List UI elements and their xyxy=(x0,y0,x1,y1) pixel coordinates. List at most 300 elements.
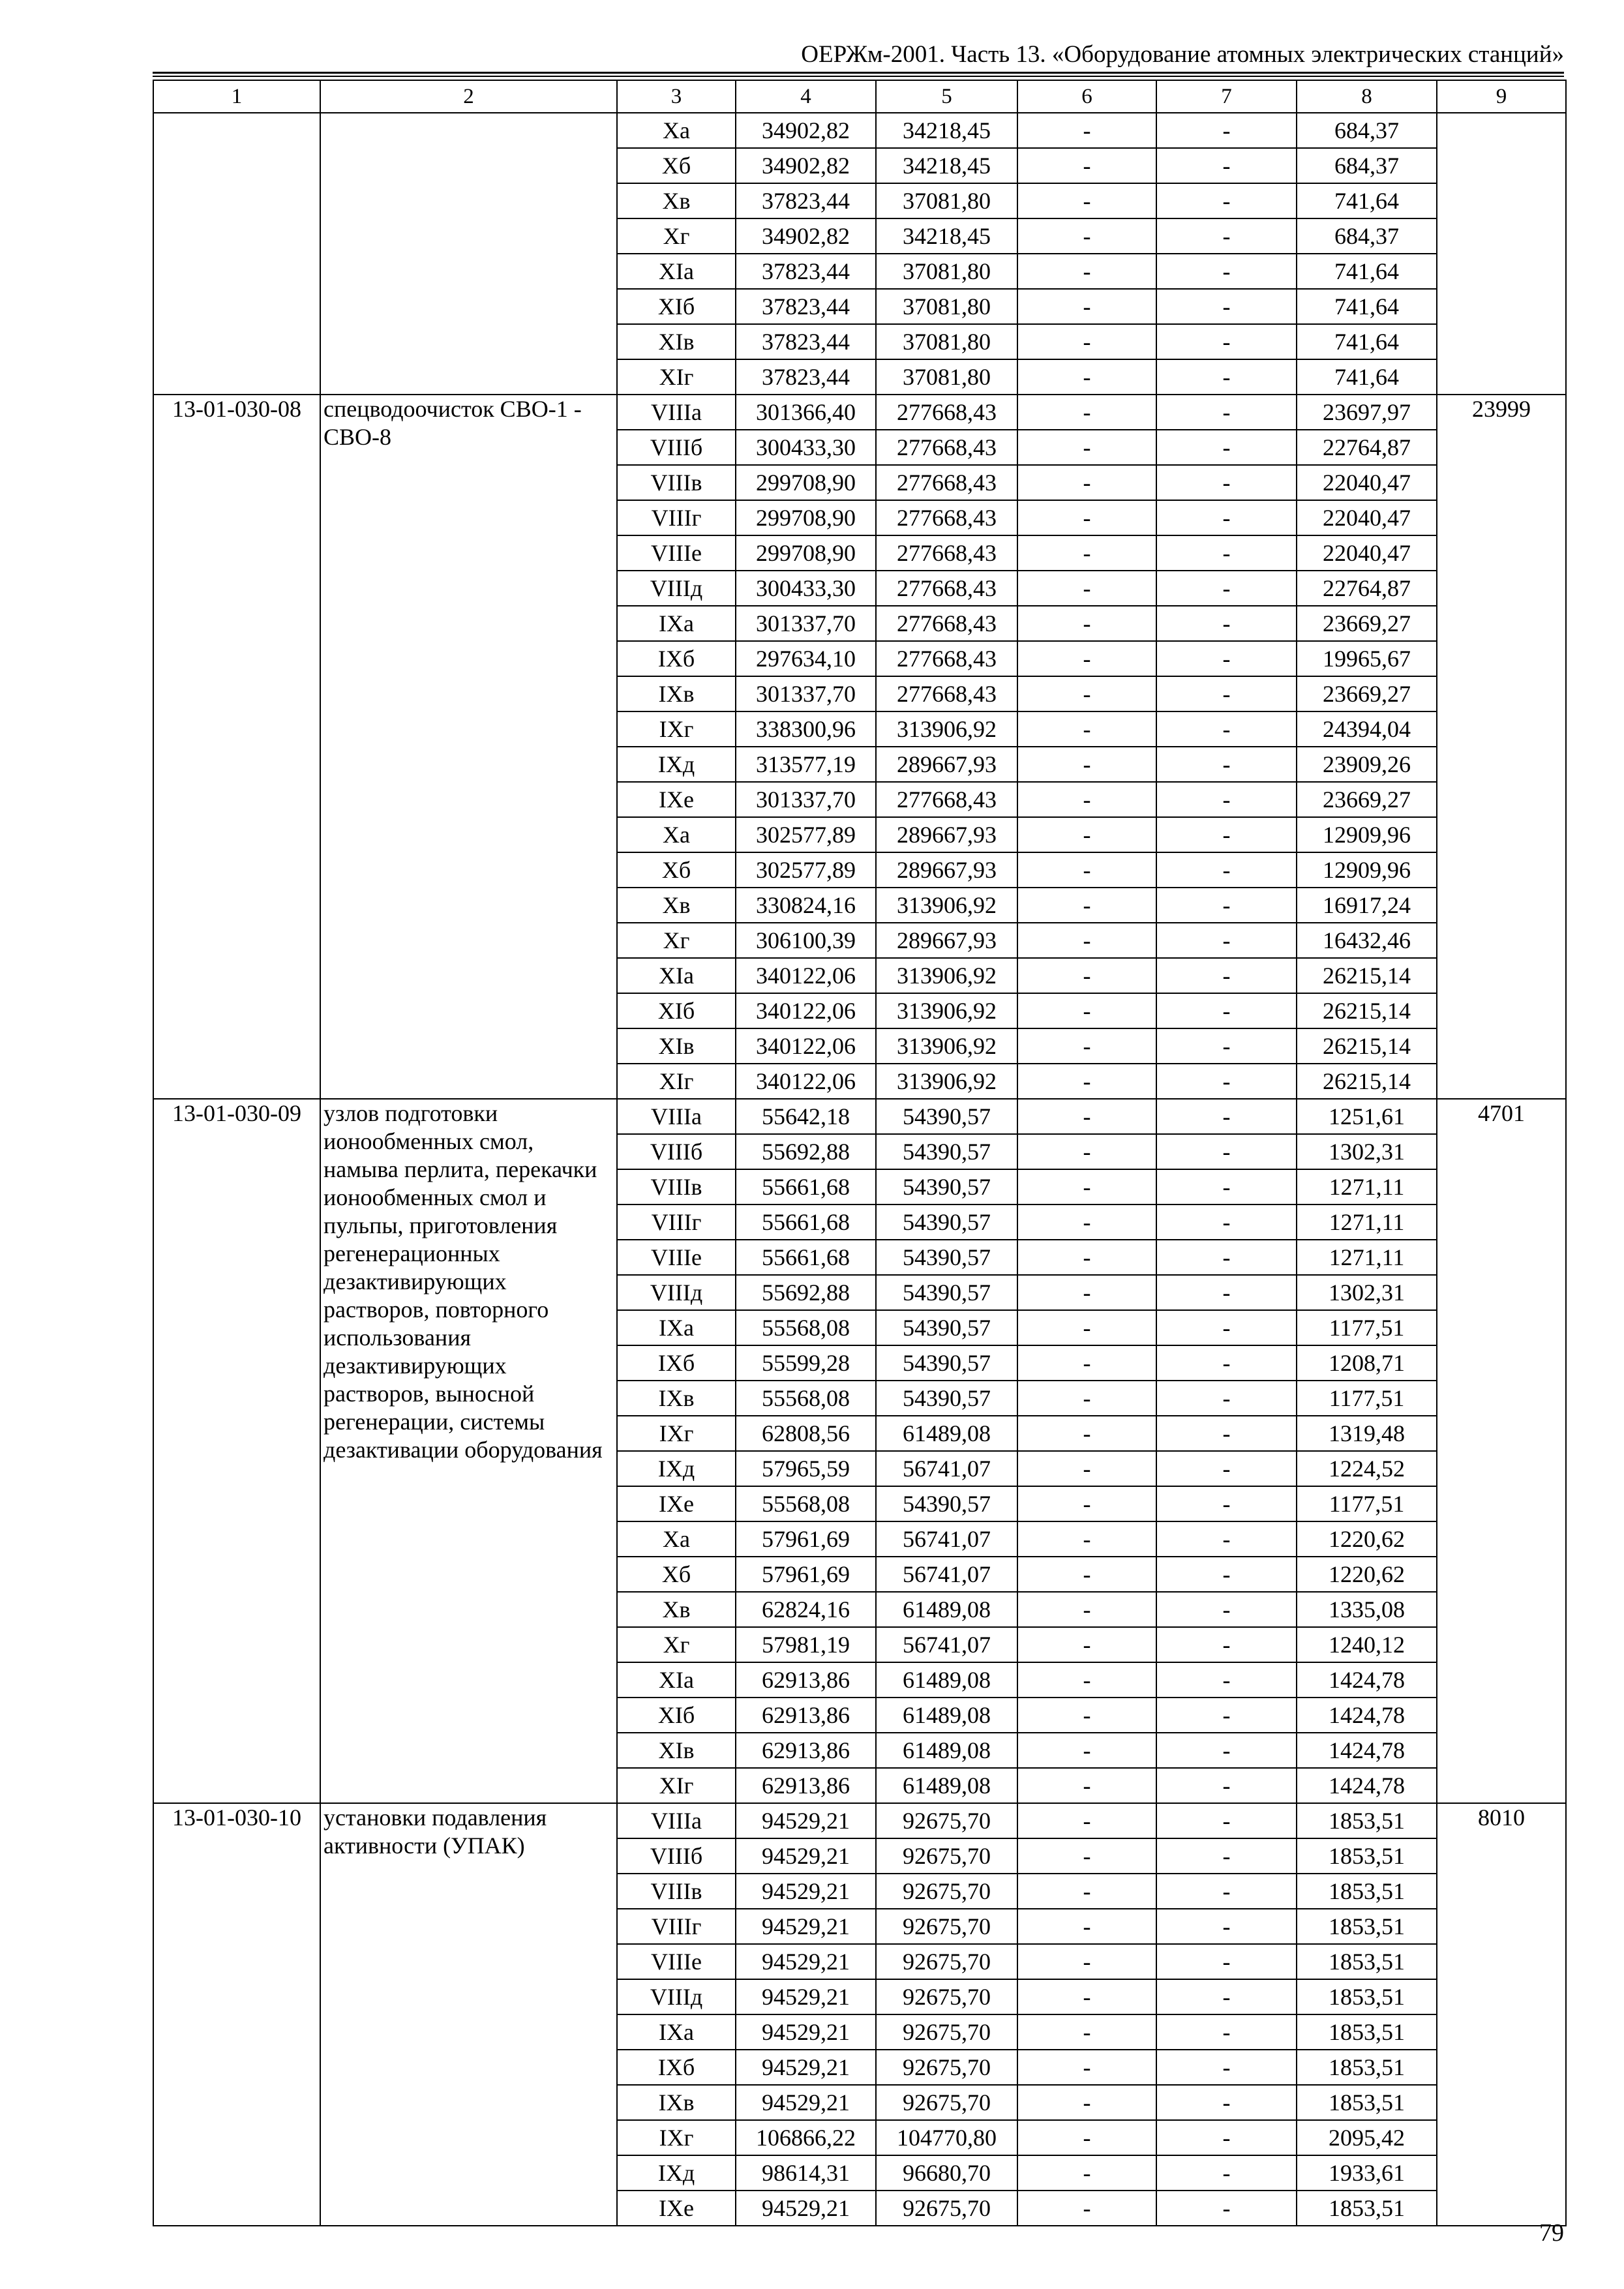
equipment-cost-cell: 92675,70 xyxy=(876,1944,1017,1979)
rate-code xyxy=(153,113,320,395)
total-cost-cell: 37823,44 xyxy=(736,254,876,289)
equipment-cost-cell: 313906,92 xyxy=(876,888,1017,923)
installation-cost-cell: 1853,51 xyxy=(1297,2014,1437,2050)
installation-cost-cell: 1302,31 xyxy=(1297,1275,1437,1310)
equipment-cost-cell: 61489,08 xyxy=(876,1733,1017,1768)
col7-cell: - xyxy=(1156,1979,1297,2014)
col7-cell: - xyxy=(1156,1733,1297,1768)
col6-cell: - xyxy=(1017,1979,1156,2014)
col6-cell: - xyxy=(1017,1345,1156,1381)
installation-cost-cell: 1335,08 xyxy=(1297,1592,1437,1627)
class-cell: IXа xyxy=(617,1310,736,1345)
total-cost-cell: 37823,44 xyxy=(736,183,876,218)
class-cell: XIв xyxy=(617,1028,736,1064)
class-cell: VIIIа xyxy=(617,395,736,430)
class-cell: XIа xyxy=(617,1662,736,1698)
col7-cell: - xyxy=(1156,1240,1297,1275)
class-cell: XIб xyxy=(617,1698,736,1733)
installation-cost-cell: 741,64 xyxy=(1297,254,1437,289)
col6-cell: - xyxy=(1017,1592,1156,1627)
installation-cost-cell: 1208,71 xyxy=(1297,1345,1437,1381)
equipment-cost-cell: 54390,57 xyxy=(876,1345,1017,1381)
class-cell: XIб xyxy=(617,993,736,1028)
col6-cell: - xyxy=(1017,888,1156,923)
col6-cell: - xyxy=(1017,395,1156,430)
table-row xyxy=(153,1099,1566,1134)
class-cell: XIв xyxy=(617,324,736,359)
total-cost-cell: 34902,82 xyxy=(736,148,876,183)
class-cell: Xб xyxy=(617,1557,736,1592)
installation-cost-cell: 26215,14 xyxy=(1297,1028,1437,1064)
col7-cell: - xyxy=(1156,1169,1297,1204)
total-cost-cell: 340122,06 xyxy=(736,1028,876,1064)
installation-cost-cell: 23669,27 xyxy=(1297,606,1437,641)
installation-cost-cell: 12909,96 xyxy=(1297,817,1437,852)
col7-cell: - xyxy=(1156,571,1297,606)
installation-cost-cell: 1224,52 xyxy=(1297,1451,1437,1486)
col6-cell: - xyxy=(1017,852,1156,888)
installation-cost-cell: 26215,14 xyxy=(1297,993,1437,1028)
total-cost-cell: 301337,70 xyxy=(736,676,876,711)
equipment-cost-cell: 54390,57 xyxy=(876,1099,1017,1134)
class-cell: XIа xyxy=(617,254,736,289)
class-cell: XIг xyxy=(617,1064,736,1099)
col7-cell: - xyxy=(1156,1944,1297,1979)
equipment-cost-cell: 92675,70 xyxy=(876,1979,1017,2014)
total-cost-cell: 34902,82 xyxy=(736,218,876,254)
class-cell: IXд xyxy=(617,747,736,782)
col6-cell: - xyxy=(1017,113,1156,148)
col7-cell: - xyxy=(1156,2191,1297,2226)
class-cell: IXа xyxy=(617,2014,736,2050)
class-cell: VIIIг xyxy=(617,1204,736,1240)
column-number: 3 xyxy=(617,80,736,113)
col7-cell: - xyxy=(1156,1698,1297,1733)
total-cost-cell: 94529,21 xyxy=(736,1909,876,1944)
equipment-cost-cell: 34218,45 xyxy=(876,218,1017,254)
equipment-cost-cell: 61489,08 xyxy=(876,1698,1017,1733)
rate-code: 13-01-030-08 xyxy=(153,395,320,1099)
col7-cell: - xyxy=(1156,1275,1297,1310)
col6-cell: - xyxy=(1017,1557,1156,1592)
col7-cell: - xyxy=(1156,465,1297,500)
col7-cell: - xyxy=(1156,1345,1297,1381)
total-cost-cell: 55568,08 xyxy=(736,1310,876,1345)
class-cell: VIIIе xyxy=(617,1944,736,1979)
class-cell: XIа xyxy=(617,958,736,993)
total-cost-cell: 94529,21 xyxy=(736,1944,876,1979)
col6-cell: - xyxy=(1017,1521,1156,1557)
installation-cost-cell: 1853,51 xyxy=(1297,1944,1437,1979)
col7-cell: - xyxy=(1156,395,1297,430)
total-cost-cell: 55661,68 xyxy=(736,1204,876,1240)
total-cost-cell: 313577,19 xyxy=(736,747,876,782)
equipment-cost-cell: 61489,08 xyxy=(876,1662,1017,1698)
installation-cost-cell: 1220,62 xyxy=(1297,1557,1437,1592)
equipment-cost-cell: 34218,45 xyxy=(876,148,1017,183)
col6-cell: - xyxy=(1017,324,1156,359)
equipment-cost-cell: 96680,70 xyxy=(876,2155,1017,2191)
class-cell: VIIIе xyxy=(617,535,736,571)
col6-cell: - xyxy=(1017,183,1156,218)
class-cell: Xб xyxy=(617,148,736,183)
installation-cost-cell: 1853,51 xyxy=(1297,1979,1437,2014)
col7-cell: - xyxy=(1156,1451,1297,1486)
total-cost-cell: 55599,28 xyxy=(736,1345,876,1381)
class-cell: IXа xyxy=(617,606,736,641)
col6-cell: - xyxy=(1017,1275,1156,1310)
col6-cell: - xyxy=(1017,606,1156,641)
total-cost-cell: 299708,90 xyxy=(736,465,876,500)
class-cell: XIб xyxy=(617,289,736,324)
col6-cell: - xyxy=(1017,993,1156,1028)
col6-cell: - xyxy=(1017,148,1156,183)
equipment-cost-cell: 54390,57 xyxy=(876,1240,1017,1275)
installation-cost-cell: 684,37 xyxy=(1297,218,1437,254)
total-cost-cell: 94529,21 xyxy=(736,2014,876,2050)
equipment-cost-cell: 313906,92 xyxy=(876,993,1017,1028)
installation-cost-cell: 22040,47 xyxy=(1297,535,1437,571)
col6-cell: - xyxy=(1017,923,1156,958)
col7-cell: - xyxy=(1156,2014,1297,2050)
rate-description xyxy=(320,113,617,395)
equipment-cost-cell: 54390,57 xyxy=(876,1381,1017,1416)
column-number: 7 xyxy=(1156,80,1297,113)
equipment-cost-cell: 277668,43 xyxy=(876,465,1017,500)
equipment-cost-cell: 277668,43 xyxy=(876,571,1017,606)
col7-cell: - xyxy=(1156,324,1297,359)
class-cell: IXг xyxy=(617,2120,736,2155)
total-cost-cell: 302577,89 xyxy=(736,852,876,888)
installation-cost-cell: 1220,62 xyxy=(1297,1521,1437,1557)
total-cost-cell: 57965,59 xyxy=(736,1451,876,1486)
total-cost-cell: 340122,06 xyxy=(736,1064,876,1099)
col7-cell: - xyxy=(1156,1099,1297,1134)
col7-cell: - xyxy=(1156,852,1297,888)
total-cost-cell: 37823,44 xyxy=(736,324,876,359)
installation-cost-cell: 1853,51 xyxy=(1297,2191,1437,2226)
col6-cell: - xyxy=(1017,1381,1156,1416)
col6-cell: - xyxy=(1017,1451,1156,1486)
col6-cell: - xyxy=(1017,711,1156,747)
equipment-cost-cell: 37081,80 xyxy=(876,324,1017,359)
equipment-cost-cell: 54390,57 xyxy=(876,1204,1017,1240)
installation-cost-cell: 1424,78 xyxy=(1297,1662,1437,1698)
col7-cell: - xyxy=(1156,359,1297,395)
total-cost-cell: 57961,69 xyxy=(736,1557,876,1592)
rates-table xyxy=(153,80,1567,2226)
rate-code: 13-01-030-09 xyxy=(153,1099,320,1803)
installation-cost-cell: 22040,47 xyxy=(1297,465,1437,500)
total-cost-cell: 94529,21 xyxy=(736,1874,876,1909)
class-cell: XIг xyxy=(617,359,736,395)
total-cost-cell: 62913,86 xyxy=(736,1698,876,1733)
col7-cell: - xyxy=(1156,1768,1297,1803)
installation-cost-cell: 1177,51 xyxy=(1297,1310,1437,1345)
total-cost-cell: 55661,68 xyxy=(736,1240,876,1275)
equipment-cost-cell: 277668,43 xyxy=(876,641,1017,676)
installation-cost-cell: 1271,11 xyxy=(1297,1204,1437,1240)
installation-cost-cell: 24394,04 xyxy=(1297,711,1437,747)
installation-cost-cell: 1319,48 xyxy=(1297,1416,1437,1451)
col7-cell: - xyxy=(1156,1521,1297,1557)
installation-cost-cell: 684,37 xyxy=(1297,113,1437,148)
col6-cell: - xyxy=(1017,2085,1156,2120)
equipment-cost-cell: 313906,92 xyxy=(876,1028,1017,1064)
class-cell: VIIIб xyxy=(617,1838,736,1874)
class-cell: Xг xyxy=(617,923,736,958)
col6-cell: - xyxy=(1017,1627,1156,1662)
col7-cell: - xyxy=(1156,1874,1297,1909)
installation-cost-cell: 684,37 xyxy=(1297,148,1437,183)
installation-cost-cell: 1853,51 xyxy=(1297,1909,1437,1944)
class-cell: XIг xyxy=(617,1768,736,1803)
class-cell: Xв xyxy=(617,888,736,923)
col7-cell: - xyxy=(1156,500,1297,535)
total-cost-cell: 37823,44 xyxy=(736,289,876,324)
class-cell: IXв xyxy=(617,1381,736,1416)
col6-cell: - xyxy=(1017,1803,1156,1838)
col6-cell: - xyxy=(1017,1028,1156,1064)
column-number: 1 xyxy=(153,80,320,113)
installation-cost-cell: 1424,78 xyxy=(1297,1768,1437,1803)
col7-cell: - xyxy=(1156,888,1297,923)
class-cell: IXд xyxy=(617,1451,736,1486)
col6-cell: - xyxy=(1017,1733,1156,1768)
class-cell: Xг xyxy=(617,1627,736,1662)
total-cost-cell: 340122,06 xyxy=(736,958,876,993)
total-cost-cell: 301337,70 xyxy=(736,782,876,817)
total-cost-cell: 299708,90 xyxy=(736,535,876,571)
total-cost-cell: 94529,21 xyxy=(736,2085,876,2120)
installation-cost-cell: 1853,51 xyxy=(1297,1874,1437,1909)
equipment-cost-cell: 37081,80 xyxy=(876,359,1017,395)
col6-cell: - xyxy=(1017,1310,1156,1345)
class-cell: VIIIе xyxy=(617,1240,736,1275)
installation-cost-cell: 16432,46 xyxy=(1297,923,1437,958)
col6-cell: - xyxy=(1017,1240,1156,1275)
column-number-row xyxy=(153,80,1566,113)
class-cell: IXб xyxy=(617,2050,736,2085)
col6-cell: - xyxy=(1017,2120,1156,2155)
col7-cell: - xyxy=(1156,289,1297,324)
col7-cell: - xyxy=(1156,254,1297,289)
installation-cost-cell: 2095,42 xyxy=(1297,2120,1437,2155)
col7-cell: - xyxy=(1156,782,1297,817)
class-cell: IXд xyxy=(617,2155,736,2191)
installation-cost-cell: 1251,61 xyxy=(1297,1099,1437,1134)
col6-cell: - xyxy=(1017,289,1156,324)
col6-cell: - xyxy=(1017,500,1156,535)
table-row xyxy=(153,395,1566,430)
col7-cell: - xyxy=(1156,1381,1297,1416)
class-cell: VIIIг xyxy=(617,500,736,535)
installation-cost-cell: 1424,78 xyxy=(1297,1733,1437,1768)
col7-cell: - xyxy=(1156,430,1297,465)
total-cost-cell: 301337,70 xyxy=(736,606,876,641)
class-cell: VIIIд xyxy=(617,571,736,606)
equipment-cost-cell: 92675,70 xyxy=(876,1874,1017,1909)
col6-cell: - xyxy=(1017,571,1156,606)
total-cost-cell: 94529,21 xyxy=(736,1838,876,1874)
equipment-cost-cell: 54390,57 xyxy=(876,1310,1017,1345)
rate-total: 8010 xyxy=(1437,1803,1566,2226)
equipment-cost-cell: 56741,07 xyxy=(876,1557,1017,1592)
class-cell: VIIIа xyxy=(617,1803,736,1838)
col7-cell: - xyxy=(1156,1627,1297,1662)
total-cost-cell: 299708,90 xyxy=(736,500,876,535)
equipment-cost-cell: 56741,07 xyxy=(876,1627,1017,1662)
equipment-cost-cell: 313906,92 xyxy=(876,711,1017,747)
class-cell: Xг xyxy=(617,218,736,254)
class-cell: Xа xyxy=(617,817,736,852)
col7-cell: - xyxy=(1156,676,1297,711)
col7-cell: - xyxy=(1156,1662,1297,1698)
installation-cost-cell: 741,64 xyxy=(1297,324,1437,359)
rate-code: 13-01-030-10 xyxy=(153,1803,320,2226)
page-number: 79 xyxy=(1539,2219,1564,2247)
class-cell: VIIIд xyxy=(617,1979,736,2014)
col7-cell: - xyxy=(1156,1310,1297,1345)
installation-cost-cell: 22764,87 xyxy=(1297,571,1437,606)
total-cost-cell: 62808,56 xyxy=(736,1416,876,1451)
column-number: 6 xyxy=(1017,80,1156,113)
installation-cost-cell: 1240,12 xyxy=(1297,1627,1437,1662)
installation-cost-cell: 22040,47 xyxy=(1297,500,1437,535)
total-cost-cell: 297634,10 xyxy=(736,641,876,676)
col7-cell: - xyxy=(1156,817,1297,852)
installation-cost-cell: 22764,87 xyxy=(1297,430,1437,465)
header-rule-bottom xyxy=(153,76,1564,77)
class-cell: IXг xyxy=(617,711,736,747)
col6-cell: - xyxy=(1017,1698,1156,1733)
col6-cell: - xyxy=(1017,2014,1156,2050)
col6-cell: - xyxy=(1017,817,1156,852)
installation-cost-cell: 1853,51 xyxy=(1297,2085,1437,2120)
total-cost-cell: 340122,06 xyxy=(736,993,876,1028)
col7-cell: - xyxy=(1156,1486,1297,1521)
col7-cell: - xyxy=(1156,218,1297,254)
rate-description: спецводоочисток СВО-1 - СВО-8 xyxy=(320,395,617,1099)
installation-cost-cell: 16917,24 xyxy=(1297,888,1437,923)
equipment-cost-cell: 289667,93 xyxy=(876,817,1017,852)
installation-cost-cell: 741,64 xyxy=(1297,289,1437,324)
column-number: 4 xyxy=(736,80,876,113)
total-cost-cell: 94529,21 xyxy=(736,2191,876,2226)
col7-cell: - xyxy=(1156,1028,1297,1064)
col7-cell: - xyxy=(1156,1416,1297,1451)
total-cost-cell: 62913,86 xyxy=(736,1768,876,1803)
class-cell: IXг xyxy=(617,1416,736,1451)
total-cost-cell: 94529,21 xyxy=(736,1803,876,1838)
equipment-cost-cell: 277668,43 xyxy=(876,430,1017,465)
installation-cost-cell: 1271,11 xyxy=(1297,1169,1437,1204)
equipment-cost-cell: 92675,70 xyxy=(876,1838,1017,1874)
total-cost-cell: 55568,08 xyxy=(736,1381,876,1416)
col6-cell: - xyxy=(1017,359,1156,395)
col7-cell: - xyxy=(1156,747,1297,782)
col6-cell: - xyxy=(1017,747,1156,782)
page-header: ОЕРЖм-2001. Часть 13. «Оборудование атомных электрических станций» xyxy=(801,41,1564,68)
equipment-cost-cell: 56741,07 xyxy=(876,1521,1017,1557)
equipment-cost-cell: 104770,80 xyxy=(876,2120,1017,2155)
total-cost-cell: 55692,88 xyxy=(736,1134,876,1169)
total-cost-cell: 62913,86 xyxy=(736,1662,876,1698)
equipment-cost-cell: 92675,70 xyxy=(876,2191,1017,2226)
col7-cell: - xyxy=(1156,711,1297,747)
col7-cell: - xyxy=(1156,1909,1297,1944)
table-row xyxy=(153,113,1566,148)
column-number: 2 xyxy=(320,80,617,113)
col7-cell: - xyxy=(1156,1204,1297,1240)
total-cost-cell: 37823,44 xyxy=(736,359,876,395)
col6-cell: - xyxy=(1017,1099,1156,1134)
total-cost-cell: 62824,16 xyxy=(736,1592,876,1627)
class-cell: VIIIв xyxy=(617,465,736,500)
col6-cell: - xyxy=(1017,2191,1156,2226)
installation-cost-cell: 23669,27 xyxy=(1297,676,1437,711)
col7-cell: - xyxy=(1156,1134,1297,1169)
equipment-cost-cell: 92675,70 xyxy=(876,2014,1017,2050)
total-cost-cell: 301366,40 xyxy=(736,395,876,430)
installation-cost-cell: 26215,14 xyxy=(1297,1064,1437,1099)
table-row xyxy=(153,1803,1566,1838)
equipment-cost-cell: 61489,08 xyxy=(876,1768,1017,1803)
col7-cell: - xyxy=(1156,2155,1297,2191)
total-cost-cell: 57961,69 xyxy=(736,1521,876,1557)
col7-cell: - xyxy=(1156,923,1297,958)
equipment-cost-cell: 56741,07 xyxy=(876,1451,1017,1486)
installation-cost-cell: 12909,96 xyxy=(1297,852,1437,888)
col6-cell: - xyxy=(1017,1768,1156,1803)
header-rule-top xyxy=(153,72,1564,74)
col7-cell: - xyxy=(1156,1557,1297,1592)
class-cell: Xв xyxy=(617,1592,736,1627)
total-cost-cell: 94529,21 xyxy=(736,1979,876,2014)
rate-total: 4701 xyxy=(1437,1099,1566,1803)
equipment-cost-cell: 289667,93 xyxy=(876,747,1017,782)
class-cell: IXе xyxy=(617,2191,736,2226)
equipment-cost-cell: 37081,80 xyxy=(876,183,1017,218)
col6-cell: - xyxy=(1017,782,1156,817)
col6-cell: - xyxy=(1017,465,1156,500)
col6-cell: - xyxy=(1017,254,1156,289)
class-cell: IXб xyxy=(617,1345,736,1381)
col7-cell: - xyxy=(1156,1064,1297,1099)
class-cell: Xа xyxy=(617,113,736,148)
total-cost-cell: 62913,86 xyxy=(736,1733,876,1768)
equipment-cost-cell: 92675,70 xyxy=(876,2085,1017,2120)
equipment-cost-cell: 289667,93 xyxy=(876,852,1017,888)
class-cell: VIIIд xyxy=(617,1275,736,1310)
equipment-cost-cell: 34218,45 xyxy=(876,113,1017,148)
installation-cost-cell: 1424,78 xyxy=(1297,1698,1437,1733)
equipment-cost-cell: 54390,57 xyxy=(876,1275,1017,1310)
class-cell: IXб xyxy=(617,641,736,676)
installation-cost-cell: 23697,97 xyxy=(1297,395,1437,430)
class-cell: VIIIг xyxy=(617,1909,736,1944)
total-cost-cell: 330824,16 xyxy=(736,888,876,923)
col7-cell: - xyxy=(1156,183,1297,218)
equipment-cost-cell: 313906,92 xyxy=(876,1064,1017,1099)
class-cell: IXв xyxy=(617,2085,736,2120)
col6-cell: - xyxy=(1017,535,1156,571)
col6-cell: - xyxy=(1017,218,1156,254)
installation-cost-cell: 741,64 xyxy=(1297,359,1437,395)
col7-cell: - xyxy=(1156,1803,1297,1838)
equipment-cost-cell: 61489,08 xyxy=(876,1592,1017,1627)
rate-total xyxy=(1437,113,1566,395)
